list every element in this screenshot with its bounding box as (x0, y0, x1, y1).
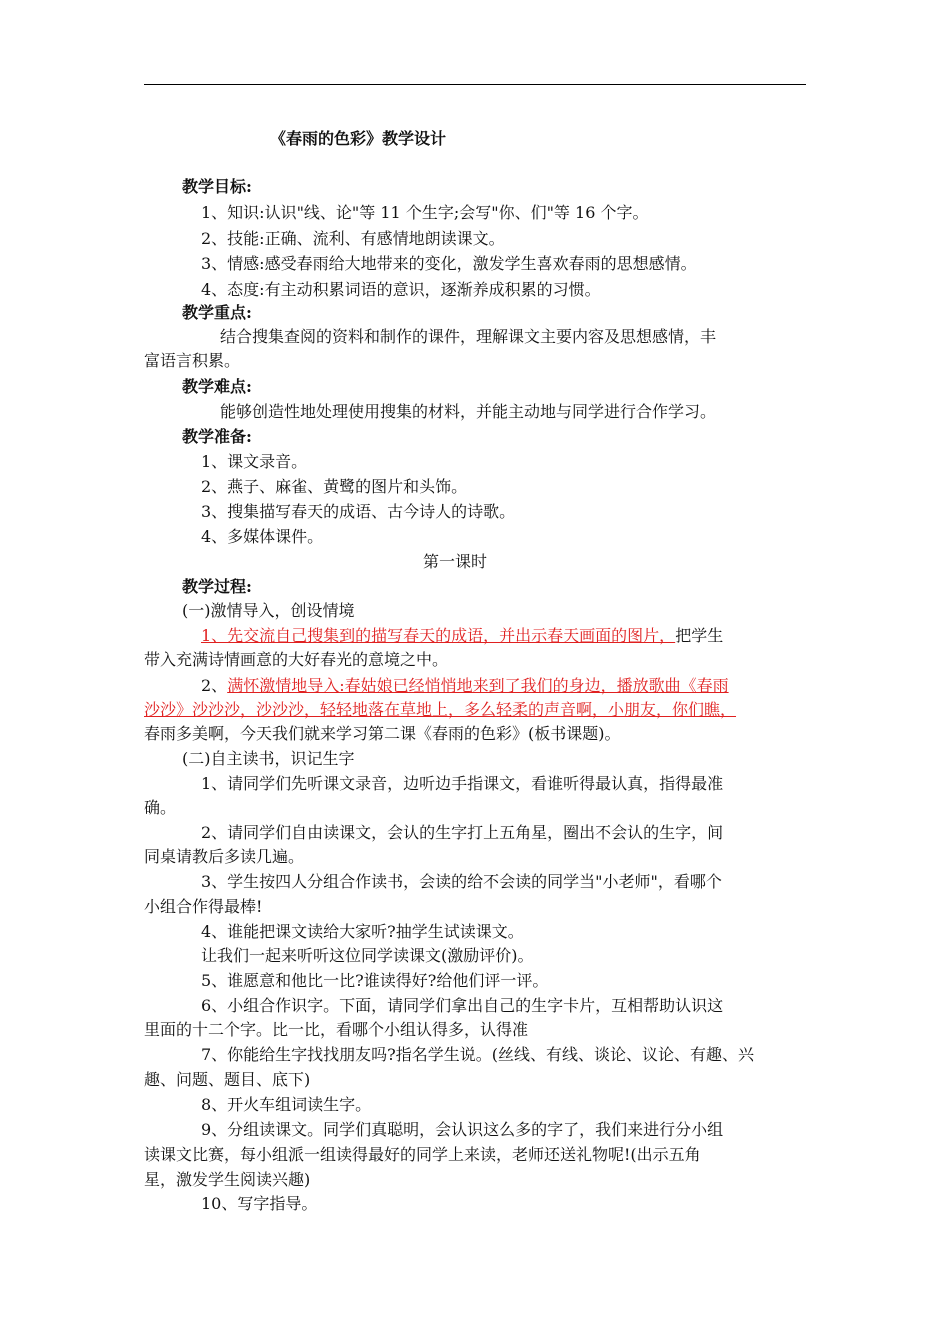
header-rule (144, 84, 806, 85)
prep-item: 4、多媒体课件。 (201, 527, 324, 546)
paragraph-line: 7、你能给生字找找朋友吗?指名学生说。(丝线、有线、谈论、议论、有趣、兴 (201, 1045, 755, 1064)
paragraph-line: 1、请同学们先听课文录音，边听边手指课文，看谁听得最认真，指得最准 (201, 774, 724, 793)
paragraph-line: 小组合作得最棒! (144, 897, 263, 916)
paragraph-line: 2、请同学们自由读课文，会认的生字打上五角星，圈出不会认的生字，间 (201, 823, 724, 842)
paragraph-line: 带入充满诗情画意的大好春光的意境之中。 (144, 650, 449, 669)
paragraph-line: 6、小组合作识字。下面，请同学们拿出自己的生字卡片，互相帮助认识这 (201, 996, 724, 1015)
lesson-label: 第一课时 (423, 552, 488, 571)
paragraph-line: 10、写字指导。 (201, 1194, 318, 1213)
paragraph-line: 5、谁愿意和他比一比?谁读得好?给他们评一评。 (201, 971, 549, 990)
highlighted-text: 1、先交流自己搜集到的描写春天的成语，并出示春天画面的图片， (201, 626, 676, 645)
section-heading: (一)激情导入，创设情境 (182, 601, 355, 620)
goal-item: 4、态度:有主动积累词语的意识，逐渐养成积累的习惯。 (201, 280, 601, 299)
goal-item: 3、情感:感受春雨给大地带来的变化，激发学生喜欢春雨的思想感情。 (201, 254, 697, 273)
highlighted-text: 满怀激情地导入:春姑娘已经悄悄地来到了我们的身边，播放歌曲《春雨 (227, 676, 729, 695)
prep-item: 3、搜集描写春天的成语、古今诗人的诗歌。 (201, 502, 516, 521)
key-heading: 教学重点: (182, 303, 252, 322)
paragraph-line: 让我们一起来听听这位同学读课文(激励评价)。 (201, 946, 534, 965)
paragraph-line (144, 699, 736, 721)
prep-item: 1、课文录音。 (201, 452, 308, 471)
key-text: 富语言积累。 (144, 351, 241, 370)
paragraph-line: 读课文比赛，每小组派一组读得最好的同学上来读，老师还送礼物呢!(出示五角 (144, 1145, 701, 1164)
paragraph-line: 9、分组读课文。同学们真聪明，会认识这么多的字了，我们来进行分小组 (201, 1120, 724, 1139)
section-heading: (二)自主读书，识记生字 (182, 749, 355, 768)
paragraph-line: 1、先交流自己搜集到的描写春天的成语，并出示春天画面的图片，把学生 (201, 626, 724, 645)
process-heading: 教学过程: (182, 577, 252, 596)
highlighted-text: 沙沙》沙沙沙，沙沙沙，轻轻地落在草地上，多么轻柔的声音啊，小朋友，你们瞧， (144, 700, 737, 719)
paragraph-line: 里面的十二个字。比一比，看哪个小组认得多，认得准 (144, 1020, 529, 1039)
paragraph-line: 4、谁能把课文读给大家听?抽学生试读课文。 (201, 922, 524, 941)
paragraph-line: 春雨多美啊，今天我们就来学习第二课《春雨的色彩》(板书课题)。 (144, 724, 621, 743)
prep-item: 2、燕子、麻雀、黄鹭的图片和头饰。 (201, 477, 468, 496)
goals-heading: 教学目标: (182, 177, 252, 196)
difficulty-heading: 教学难点: (182, 377, 252, 396)
key-text: 结合搜集查阅的资料和制作的课件，理解课文主要内容及思想感情，丰 (220, 327, 717, 346)
paragraph-line: 星，激发学生阅读兴趣) (144, 1170, 311, 1189)
prep-heading: 教学准备: (182, 427, 252, 446)
difficulty-text: 能够创造性地处理使用搜集的材料，并能主动地与同学进行合作学习。 (220, 402, 717, 421)
paragraph-line: 8、开火车组词读生字。 (201, 1095, 372, 1114)
goal-item: 2、技能:正确、流利、有感情地朗读课文。 (201, 229, 505, 248)
paragraph-line: 趣、问题、题目、底下) (144, 1070, 311, 1089)
goal-item: 1、知识:认识"线、论"等 11 个生字;会写"你、们"等 16 个字。 (201, 203, 649, 222)
paragraph-line: 同桌请教后多读几遍。 (144, 847, 305, 866)
paragraph-line: 2、满怀激情地导入:春姑娘已经悄悄地来到了我们的身边，播放歌曲《春雨 (201, 676, 729, 695)
paragraph-line: 确。 (144, 798, 177, 817)
paragraph-line: 3、学生按四人分组合作读书，会读的给不会读的同学当"小老师"，看哪个 (201, 872, 722, 891)
page-title: 《春雨的色彩》教学设计 (270, 129, 447, 148)
